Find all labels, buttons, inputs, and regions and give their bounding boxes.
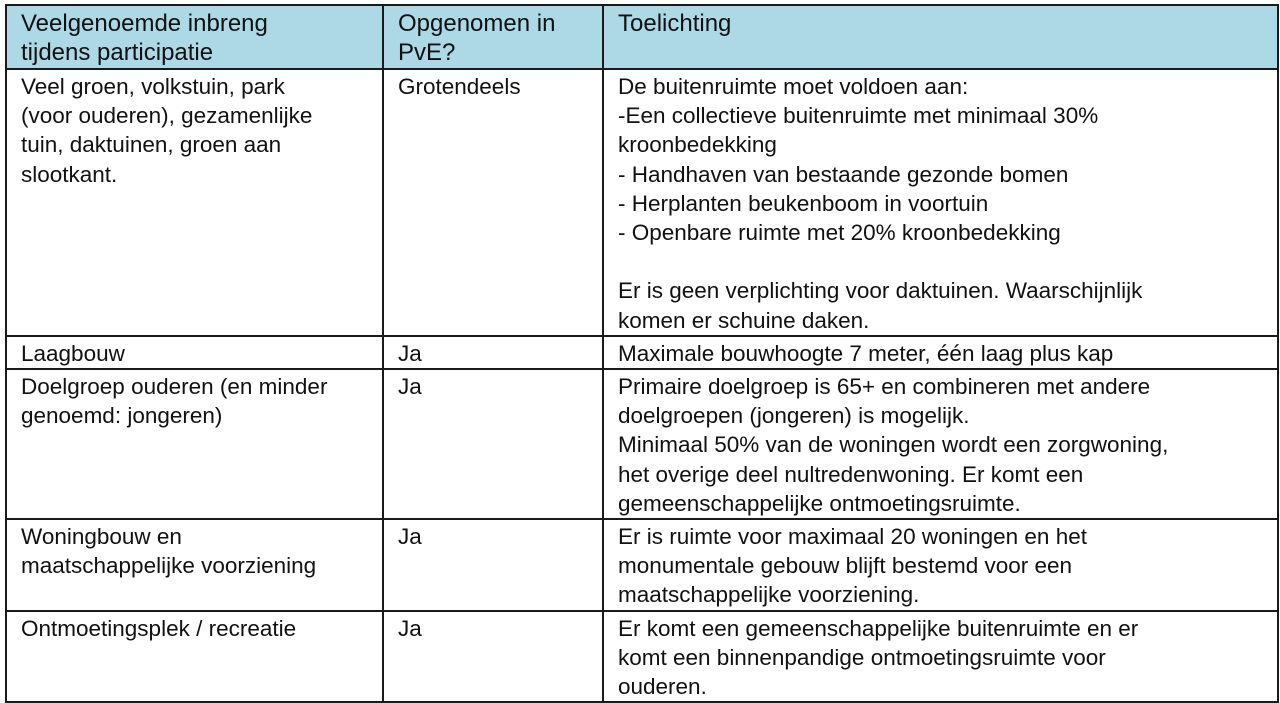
cell-line: Ontmoetingsplek / recreatie <box>21 615 297 641</box>
header-explanation-line: Toelichting <box>618 10 732 37</box>
header-included <box>383 5 603 69</box>
cell-included <box>383 611 603 703</box>
table-row <box>6 611 1278 703</box>
cell-input <box>6 519 383 611</box>
cell-line: Ja <box>398 524 422 550</box>
cell-line: ouderen. <box>618 674 707 700</box>
cell-line: Er komt een gemeenschappelijke buitenruimte en er <box>618 615 1139 641</box>
cell-line: Ja <box>398 615 422 641</box>
cell-line: Primaire doelgroep is 65+ en combineren met andere <box>618 374 1151 400</box>
cell-input <box>6 69 383 336</box>
table-body <box>6 69 1278 702</box>
cell-line: Grotendeels <box>398 74 521 99</box>
cell-line: Veel groen, volkstuin, park <box>21 74 285 99</box>
cell-line: Er is geen verplichting voor daktuinen. Waarschijnlijk <box>618 278 1143 304</box>
participation-table <box>5 4 1279 703</box>
header-included-line: PvE? <box>398 39 456 66</box>
header-input-line: Veelgenoemde inbreng <box>21 10 268 37</box>
cell-line: doelgroepen (jongeren) is mogelijk. <box>618 403 970 429</box>
cell-included <box>383 336 603 369</box>
cell-input <box>6 611 383 703</box>
cell-included <box>383 369 603 519</box>
cell-line: Ja <box>398 340 422 366</box>
cell-line: - Handhaven van bestaande gezonde bomen <box>618 161 1069 187</box>
cell-line: tuin, daktuinen, groen aan <box>21 132 282 158</box>
cell-input <box>6 369 383 519</box>
cell-line: Woningbouw en <box>21 524 182 550</box>
header-input <box>6 5 383 69</box>
header-row <box>6 5 1278 69</box>
header-included-line: Opgenomen in <box>398 10 556 37</box>
cell-line: Laagbouw <box>21 340 125 366</box>
cell-line: gemeenschappelijke ontmoetingsruimte. <box>618 490 1021 516</box>
header-input-line: tijdens participatie <box>21 39 214 66</box>
cell-line: komen er schuine daken. <box>618 307 870 333</box>
table-row <box>6 336 1278 369</box>
cell-line: slootkant. <box>21 161 118 187</box>
table-row <box>6 519 1278 611</box>
header-explanation <box>603 5 1278 69</box>
cell-line: Doelgroep ouderen (en minder <box>21 374 328 400</box>
cell-line: (voor ouderen), gezamenlijke <box>21 103 313 129</box>
cell-line: - Herplanten beukenboom in voortuin <box>618 190 989 216</box>
cell-included <box>383 519 603 611</box>
cell-included <box>383 69 603 336</box>
cell-explanation <box>603 336 1278 369</box>
cell-line: -Een collectieve buitenruimte met minimaal 30% <box>618 103 1099 129</box>
cell-line: komt een binnenpandige ontmoetingsruimte voor <box>618 644 1106 670</box>
table-header <box>6 5 1278 69</box>
cell-explanation <box>603 611 1278 703</box>
cell-line: - Openbare ruimte met 20% kroonbedekking <box>618 220 1061 246</box>
table-row <box>6 69 1278 336</box>
table-row <box>6 369 1278 519</box>
cell-line: het overige deel nultredenwoning. Er komt een <box>618 461 1084 487</box>
cell-explanation <box>603 519 1278 611</box>
cell-explanation <box>603 369 1278 519</box>
cell-line: monumentale gebouw blijft bestemd voor een <box>618 553 1073 579</box>
cell-line: maatschappelijke voorziening. <box>618 582 920 608</box>
cell-line: Ja <box>398 374 422 400</box>
cell-line: De buitenruimte moet voldoen aan: <box>618 74 969 99</box>
cell-line: maatschappelijke voorziening <box>21 553 317 579</box>
cell-line: Minimaal 50% van de woningen wordt een zorgwoning, <box>618 432 1169 458</box>
cell-line: genoemd: jongeren) <box>21 403 223 429</box>
cell-line: Er is ruimte voor maximaal 20 woningen en het <box>618 524 1087 550</box>
cell-explanation <box>603 69 1278 336</box>
cell-line: Maximale bouwhoogte 7 meter, één laag plus kap <box>618 340 1114 366</box>
blank-line <box>618 247 1277 276</box>
cell-line: kroonbedekking <box>618 132 777 158</box>
cell-input <box>6 336 383 369</box>
